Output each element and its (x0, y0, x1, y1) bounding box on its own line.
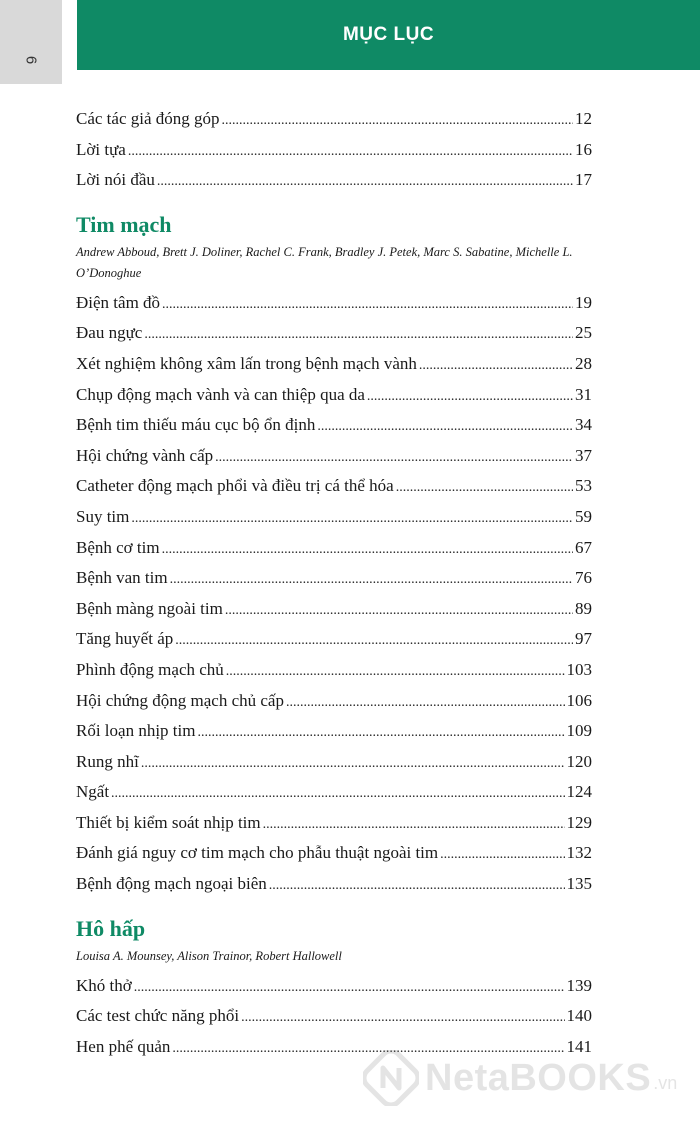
entry-page: 139 (566, 975, 592, 995)
dot-leader (286, 688, 565, 719)
entry-title: Lời nói đầu (76, 170, 155, 190)
entry-title: Khó thở (76, 975, 132, 995)
entry-title: Lời tựa (76, 139, 126, 159)
entry-page: 12 (575, 109, 592, 128)
entry-page: 140 (566, 1006, 592, 1026)
watermark-brand: NetaBOOKS (425, 1056, 652, 1099)
toc-entry[interactable] (76, 318, 592, 349)
dot-leader (419, 351, 573, 382)
entry-title: Các tác giả đóng góp (76, 109, 220, 128)
entry-title: Hội chứng vành cấp (76, 445, 214, 465)
toc-entry[interactable] (76, 716, 592, 747)
entry-page: 135 (566, 874, 592, 894)
entry-title: Hen phế quản (76, 1036, 171, 1056)
section-title: Tim mạch (76, 211, 172, 237)
section-cardiology (76, 208, 592, 900)
page-number: 6 (22, 55, 40, 65)
entry-page: 103 (566, 659, 592, 679)
entry-page: 76 (575, 568, 592, 588)
toc-content (76, 104, 592, 1062)
toc-entry[interactable] (76, 971, 592, 1002)
dot-leader (128, 137, 573, 168)
section-entry-list (76, 288, 592, 900)
dot-leader (367, 382, 573, 413)
entry-page: 34 (575, 415, 592, 435)
entry-title: Hội chứng động mạch chủ cấp (76, 690, 284, 710)
toc-entry[interactable] (76, 288, 592, 319)
toc-entry[interactable] (76, 349, 592, 380)
entry-title: Bệnh van tim (76, 568, 168, 588)
entry-title: Bệnh tim thiếu máu cục bộ ổn định (76, 415, 316, 435)
toc-entry[interactable] (76, 441, 592, 472)
toc-header (77, 0, 700, 70)
dot-leader (222, 106, 573, 137)
entry-title: Bệnh màng ngoài tim (76, 598, 223, 618)
toc-entry[interactable] (76, 1001, 592, 1032)
toc-entry[interactable] (76, 594, 592, 625)
toc-entry[interactable] (76, 869, 592, 900)
entry-title: Điện tâm đồ (76, 292, 161, 312)
watermark-domain: .vn (653, 1073, 678, 1093)
page-number-tab (0, 0, 62, 84)
entry-title: Các test chức năng phổi (76, 1006, 240, 1026)
toc-entry[interactable] (76, 410, 592, 441)
entry-page: 97 (575, 629, 592, 649)
entry-page: 17 (575, 170, 592, 190)
entry-page: 124 (566, 782, 592, 802)
toc-entry[interactable] (76, 104, 592, 135)
entry-page: 106 (566, 690, 592, 710)
dot-leader (241, 1003, 564, 1034)
toc-entry[interactable] (76, 747, 592, 778)
toc-entry[interactable] (76, 135, 592, 166)
entry-title: Đánh giá nguy cơ tim mạch cho phẫu thuật ngoài tim (76, 843, 439, 863)
entry-page: 132 (566, 843, 592, 863)
dot-leader (111, 779, 564, 810)
section-respiratory (76, 912, 592, 1063)
entry-page: 59 (575, 506, 592, 526)
entry-title: Đau ngực (76, 323, 143, 343)
section-authors: Andrew Abboud, Brett J. Doliner, Rachel C. Frank, Bradley J. Petek, Marc S. Sabatine, Michelle L. O’Donoghue (76, 244, 573, 280)
toc-entry[interactable] (76, 777, 592, 808)
entry-title: Bệnh cơ tim (76, 537, 160, 557)
entry-title: Catheter động mạch phổi và điều trị cá thể hóa (76, 476, 394, 496)
entry-title: Rung nhĩ (76, 751, 139, 771)
dot-leader (175, 626, 573, 657)
dot-leader (170, 565, 573, 596)
entry-page: 31 (575, 384, 592, 404)
entry-title: Chụp động mạch vành và can thiệp qua da (76, 384, 365, 404)
section-title: Hô hấp (76, 915, 146, 941)
entry-page: 28 (575, 353, 592, 373)
dot-leader (162, 290, 573, 321)
entry-title: Rối loạn nhịp tim (76, 721, 196, 741)
entry-page: 141 (566, 1036, 592, 1056)
entry-title: Thiết bị kiểm soát nhịp tim (76, 812, 261, 832)
entry-title: Phình động mạch chủ (76, 659, 224, 679)
entry-page: 37 (575, 445, 592, 465)
entry-page: 53 (575, 476, 592, 496)
toc-entry[interactable] (76, 471, 592, 502)
dot-leader (226, 657, 565, 688)
entry-page: 67 (575, 537, 592, 557)
dot-leader (440, 840, 564, 871)
entry-title: Suy tim (76, 506, 130, 526)
section-authors: Louisa A. Mounsey, Alison Trainor, Robert Hallowell (76, 948, 342, 963)
toc-entry[interactable] (76, 533, 592, 564)
toc-entry[interactable] (76, 808, 592, 839)
toc-entry[interactable] (76, 563, 592, 594)
dot-leader (141, 749, 565, 780)
toc-entry[interactable] (76, 380, 592, 411)
front-matter-list (76, 104, 592, 196)
entry-title: Tăng huyết áp (76, 629, 174, 649)
entry-title: Ngất (76, 782, 110, 802)
entry-page: 120 (566, 751, 592, 771)
toc-entry[interactable] (76, 838, 592, 869)
entry-page: 129 (566, 812, 592, 832)
entry-page: 89 (575, 598, 592, 618)
dot-leader (317, 412, 573, 443)
toc-entry[interactable] (76, 165, 592, 196)
dot-leader (157, 167, 573, 198)
dot-leader (396, 473, 573, 504)
dot-leader (269, 871, 565, 902)
entry-page: 19 (575, 292, 592, 312)
watermark (363, 1048, 677, 1108)
toc-entry[interactable] (76, 655, 592, 686)
toc-entry[interactable] (76, 686, 592, 717)
netabooks-logo-icon (363, 1050, 419, 1106)
entry-title: Bệnh động mạch ngoại biên (76, 874, 267, 894)
dot-leader (162, 535, 573, 566)
entry-page: 109 (566, 721, 592, 741)
dot-leader (263, 810, 565, 841)
entry-page: 16 (575, 139, 592, 159)
dot-leader (197, 718, 564, 749)
toc-entry[interactable] (76, 624, 592, 655)
dot-leader (134, 973, 565, 1004)
toc-entry[interactable] (76, 502, 592, 533)
page-title: MỤC LỤC (342, 24, 435, 45)
entry-title: Xét nghiệm không xâm lấn trong bệnh mạch vành (76, 353, 417, 373)
entry-page: 25 (575, 323, 592, 343)
dot-leader (131, 504, 573, 535)
dot-leader (144, 320, 573, 351)
dot-leader (215, 443, 573, 474)
dot-leader (225, 596, 573, 627)
